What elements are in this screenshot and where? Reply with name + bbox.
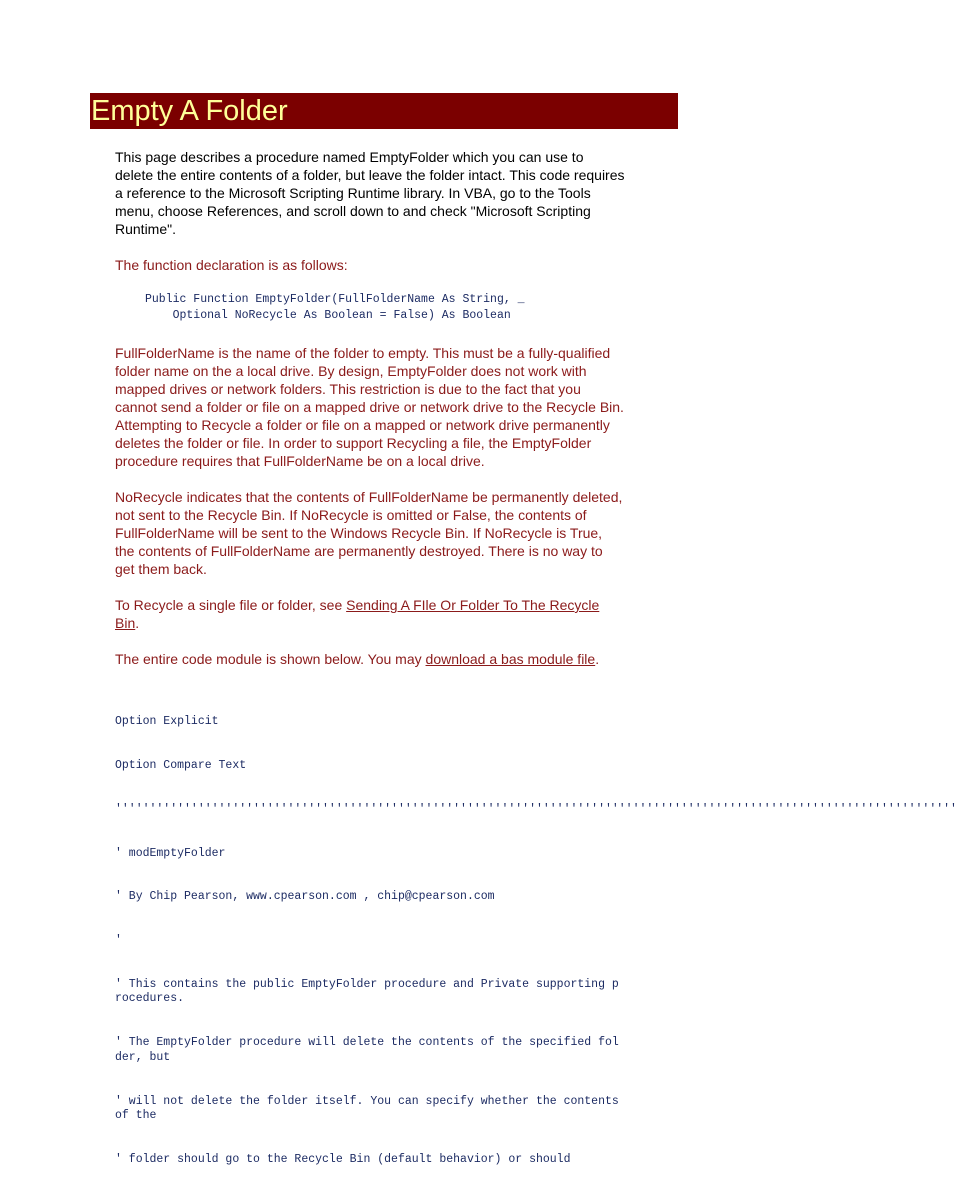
code-module <box>115 686 957 1197</box>
module-suffix: . <box>595 651 600 667</box>
declaration-intro: The function declaration is as follows: <box>115 257 348 273</box>
recycle-suffix: . <box>135 615 140 631</box>
module-prefix: The entire code module is shown below. You may <box>115 651 426 667</box>
code-line: ' modEmptyFolder <box>115 846 226 860</box>
code-line: ' folder should go to the Recycle Bin (default behavior) or should <box>115 1153 571 1166</box>
code-line: Option Explicit <box>115 715 219 729</box>
intro-paragraph: This page describes a procedure named EmptyFolder which you can use to delete the entire contents of a folder, but leave the folder intact. This code requires a reference to the Microsoft Scripting Runtime library. In VBA, go to the Tools menu, choose References, and scroll down to and check "Microsoft Scripting Runtime". <box>115 149 625 237</box>
code-line: ' The EmptyFolder procedure will delete the contents of the specified folder, but <box>115 1036 619 1064</box>
page-title-bar <box>90 93 678 129</box>
code-line: ' will not delete the folder itself. You can specify whether the contents of the <box>115 1094 626 1123</box>
recycle-paragraph <box>115 596 625 632</box>
norecycle-paragraph: NoRecycle indicates that the contents of FullFolderName be permanently deleted, not sent to the Recycle Bin. If NoRecycle is omitted or False, the contents of FullFolderName will be sent to the Windows Recycle Bin. If NoRecycle is True, the contents of FullFolderName are permanently destroyed. There is no way to get them back. <box>115 489 623 577</box>
recycle-bin-link[interactable]: Sending A FIle Or Folder To The Recycle Bin <box>115 597 600 631</box>
code-line: ' <box>115 934 122 948</box>
download-bas-link[interactable]: download a bas module file <box>425 651 596 667</box>
page-title: Empty A Folder <box>91 95 288 127</box>
code-line: Option Compare Text <box>115 758 247 772</box>
recycle-prefix: To Recycle a single file or folder, see <box>115 597 347 613</box>
code-line: ' This contains the public EmptyFolder procedure and Private supporting procedures. <box>115 977 619 1006</box>
module-paragraph <box>115 650 625 668</box>
function-declaration-code: Public Function EmptyFolder(FullFolderName As String, _ Optional NoRecycle As Boolean = False) As Boolean <box>145 293 525 322</box>
fullfoldername-paragraph: FullFolderName is the name of the folder to empty. This must be a fully-qualified folder name on the a local drive. By design, EmptyFolder does not work with mapped drives or network folders. This restriction is due to the fact that you cannot send a folder or file on a mapped drive or network drive to the Recycle Bin. Attempting to Recycle a folder or file on a mapped or network drive permanently deletes the folder or file. In order to support Recycling a file, the EmptyFolder procedure requires that FullFolderName be on a local drive. <box>115 345 624 469</box>
code-line: '''''''''''''''''''''''''''''''''''''''''''''''''''''''''''''''''''''''''''''''''''''''''''''''''''''''''''''''''''''''''' <box>115 802 957 816</box>
code-line: ' By Chip Pearson, www.cpearson.com , chip@cpearson.com <box>115 890 495 904</box>
article-body <box>115 148 957 1197</box>
